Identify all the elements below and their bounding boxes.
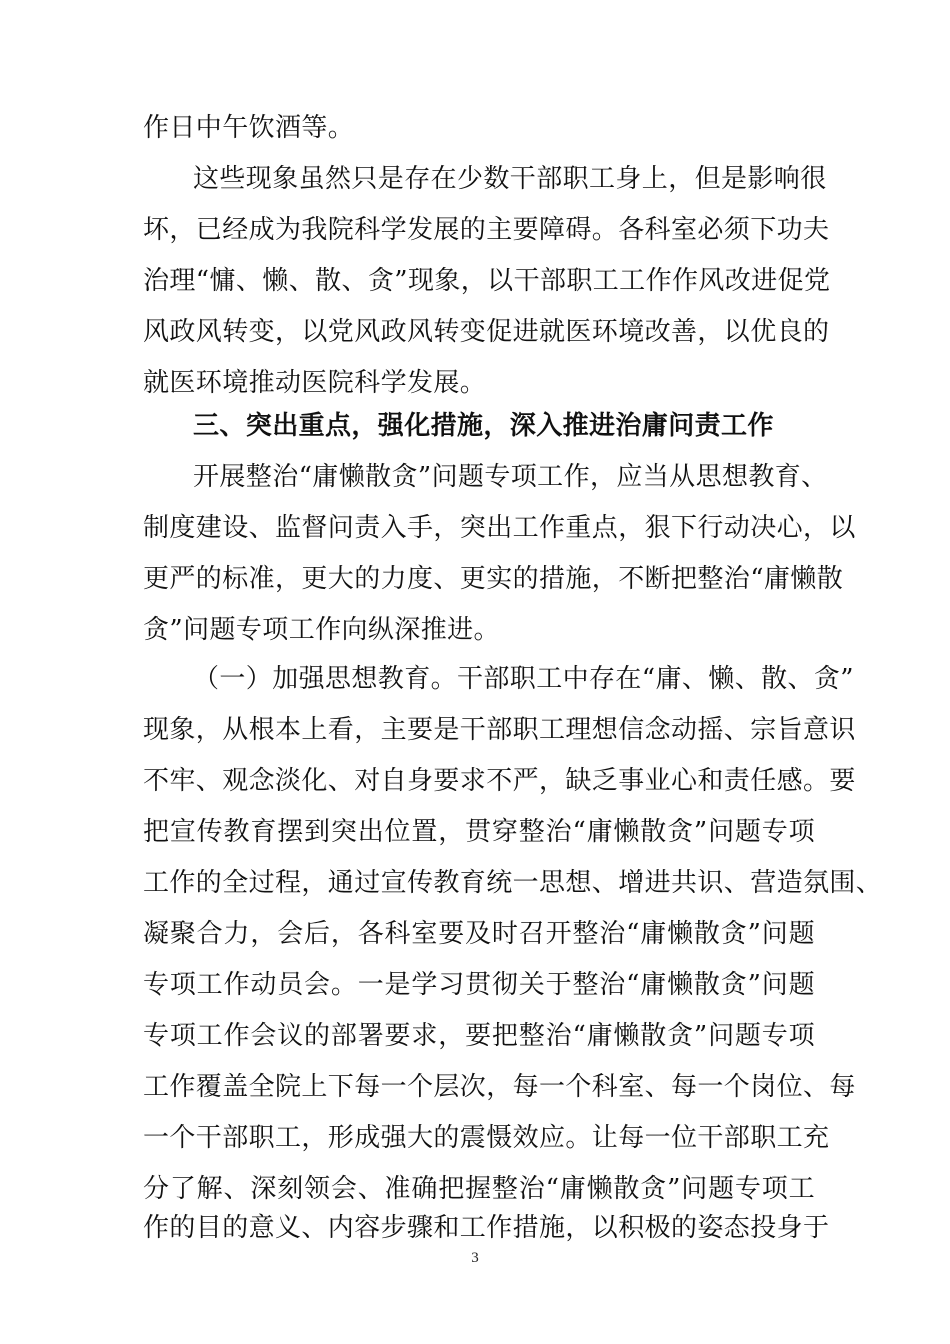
text-line: 工作的全过程，通过宣传教育统一思想、增进共识、营造氛围、 <box>143 868 883 898</box>
text-line: 治理“慵、懒、散、贪”现象，以干部职工工作作风改进促党 <box>143 266 831 296</box>
paragraph-first-line: （一）加强思想教育。干部职工中存在“庸、懒、散、贪” <box>193 664 854 694</box>
paragraph-first-line: 这些现象虽然只是存在少数干部职工身上，但是影响很 <box>193 164 827 194</box>
text-line: 作日中午饮酒等。 <box>143 113 355 143</box>
text-line: 就医环境推动医院科学发展。 <box>143 368 487 398</box>
text-line: 作的目的意义、内容步骤和工作措施，以积极的姿态投身于 <box>143 1213 830 1243</box>
text-line: 贪”问题专项工作向纵深推进。 <box>143 615 500 645</box>
section-heading: 三、突出重点，强化措施，深入推进治庸问责工作 <box>193 411 774 441</box>
text-line: 工作覆盖全院上下每一个层次，每一个科室、每一个岗位、每 <box>143 1072 856 1102</box>
text-line: 坏，已经成为我院科学发展的主要障碍。各科室必须下功夫 <box>143 215 830 245</box>
paragraph-first-line: 开展整治“庸懒散贪”问题专项工作，应当从思想教育、 <box>193 462 828 492</box>
text-line: 制度建设、监督问责入手，突出工作重点，狠下行动决心，以 <box>143 513 856 543</box>
text-line: 把宣传教育摆到突出位置，贯穿整治“庸懒散贪”问题专项 <box>143 817 815 847</box>
text-line: 风政风转变，以党风政风转变促进就医环境改善，以优良的 <box>143 317 830 347</box>
text-line: 现象，从根本上看，主要是干部职工理想信念动摇、宗旨意识 <box>143 715 856 745</box>
text-line: 一个干部职工，形成强大的震慑效应。让每一位干部职工充 <box>143 1123 830 1153</box>
text-line: 不牢、观念淡化、对自身要求不严，缺乏事业心和责任感。要 <box>143 766 856 796</box>
text-line: 凝聚合力，会后，各科室要及时召开整治“庸懒散贪”问题 <box>143 919 815 949</box>
text-line: 专项工作动员会。一是学习贯彻关于整治“庸懒散贪”问题 <box>143 970 815 1000</box>
text-line: 专项工作会议的部署要求，要把整治“庸懒散贪”问题专项 <box>143 1021 815 1051</box>
text-line: 更严的标准，更大的力度、更实的措施，不断把整治“庸懒散 <box>143 564 844 594</box>
page-number: 3 <box>471 1250 479 1266</box>
text-line: 分了解、深刻领会、准确把握整治“庸懒散贪”问题专项工 <box>143 1174 815 1204</box>
